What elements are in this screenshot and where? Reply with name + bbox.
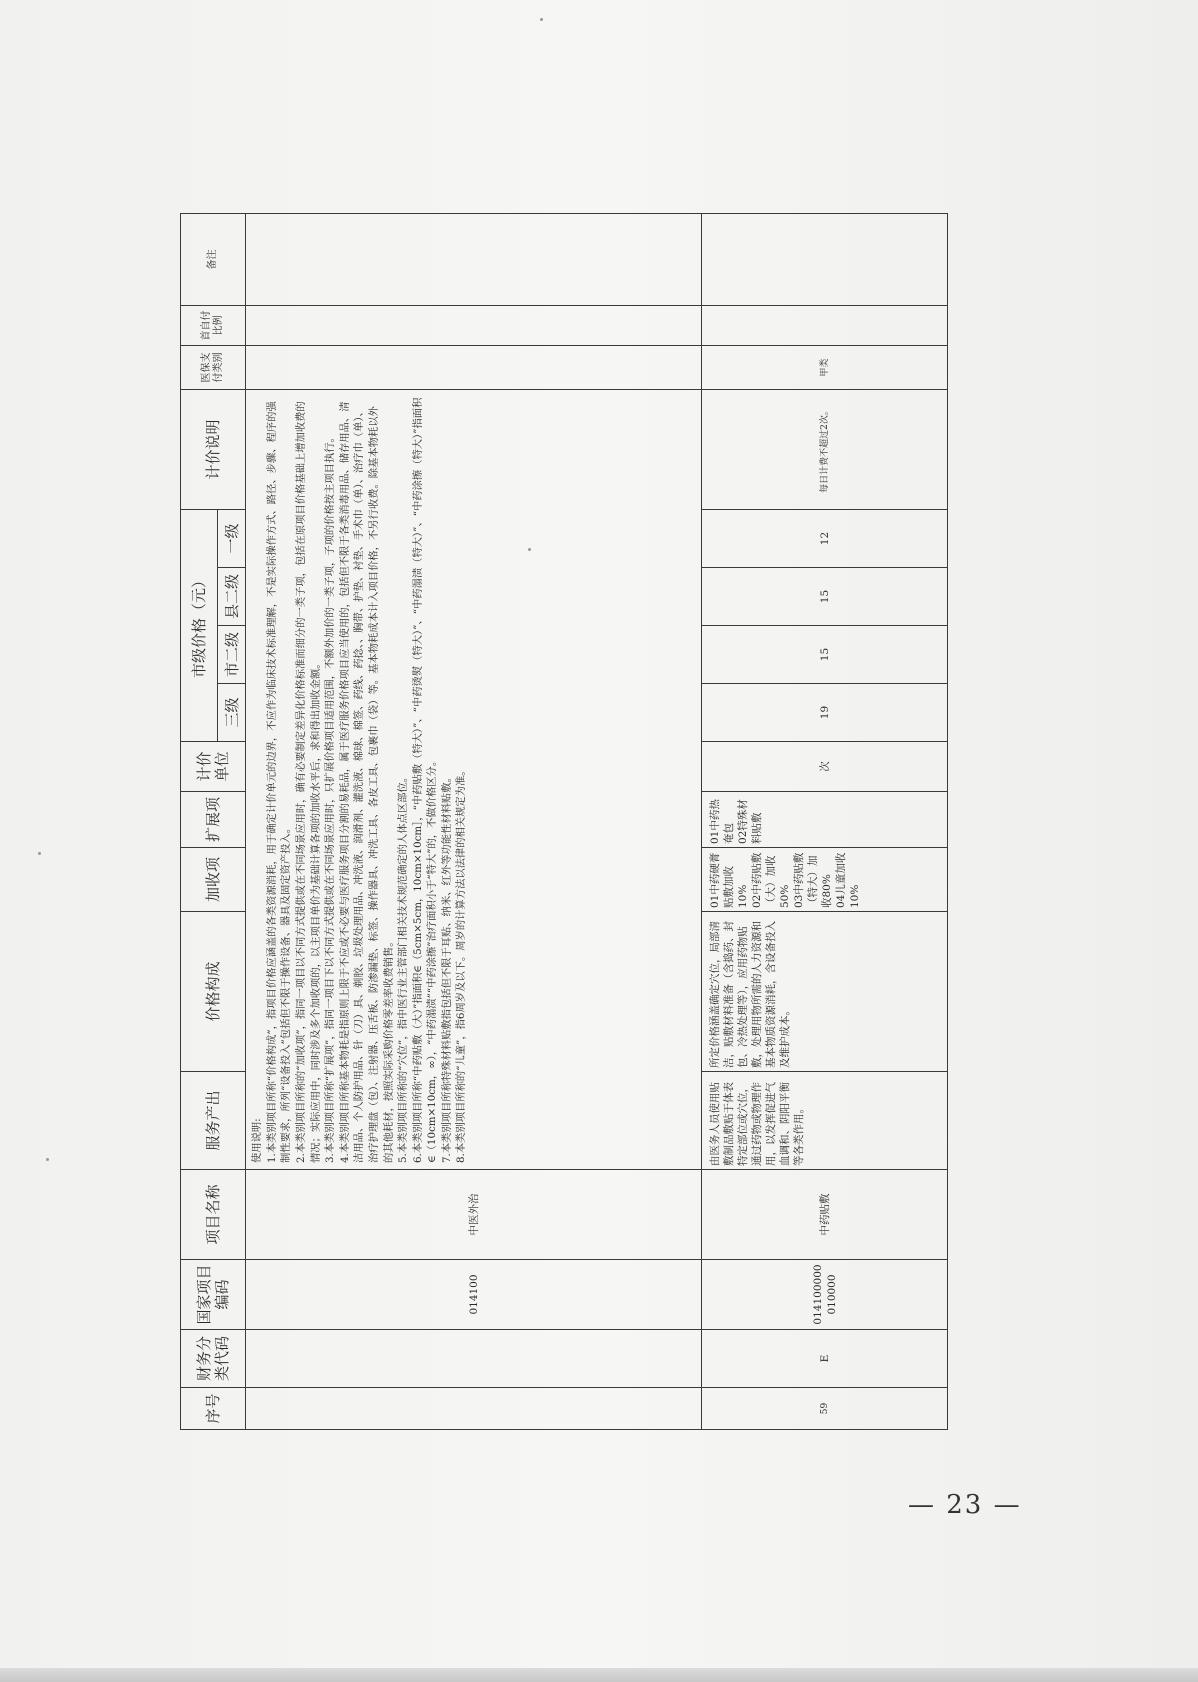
header-level-county2: 县二级 (217, 568, 245, 626)
usage-note-3: 3.本类别项目所称“扩展项”，指同一项目下以不同方式提供或在不同场景应用时，只扩展价格项目适用范围，不额外加价的一类子项，子项的价格按主项目执行。 (324, 432, 337, 1163)
cell-self-pay-ratio (702, 305, 948, 345)
header-pricing-notes: 计价说明 (181, 389, 246, 509)
header-level-city2: 市二级 (217, 626, 245, 684)
header-national-code: 国家项目编码 (181, 1260, 246, 1330)
price-table (180, 213, 948, 1430)
header-item-name: 项目名称 (181, 1170, 246, 1260)
header-insurance-category: 医保支付类别 (181, 345, 246, 389)
scan-bottom-edge (0, 1668, 1198, 1682)
rotated-table-container (180, 214, 948, 1430)
cell-price-county2: 15 (702, 568, 948, 626)
usage-note-5: 5.本类别项目所称的“穴位”，指中医行业主管部门相关技术规范确定的人体点区部位。 (397, 771, 410, 1163)
cell-extension: 01中药热奄包 02特殊材料贴敷 (702, 792, 948, 848)
header-service-output: 服务产出 (181, 1072, 246, 1170)
header-remarks: 备注 (181, 213, 246, 305)
cell-remarks (702, 213, 948, 305)
header-level1: 一级 (217, 509, 245, 567)
cell-insurance-category: 甲类 (702, 345, 948, 389)
cell-finance-code: E (702, 1330, 948, 1388)
header-price-composition: 价格构成 (181, 912, 246, 1072)
cell-surcharge: 01中药硬膏贴敷加收10% 02中药贴敷（大）加收50% 03中药贴敷（特大）加收80% 04儿童加收10% (702, 848, 948, 912)
header-unit: 计价单位 (181, 742, 246, 792)
usage-notes (246, 389, 702, 1169)
usage-note-8: 8.本类别项目所称的“儿童”，指6周岁及以下。周岁的计算方法以法律的相关规定为准。 (455, 765, 468, 1163)
header-surcharge: 加收项 (181, 848, 246, 912)
header-extension: 扩展项 (181, 792, 246, 848)
table-row-item (702, 213, 948, 1429)
usage-note-2: 2.本类别项目所称的“加收项”，指同一项目以不同方式提供或在不同场景应用时，确有必要制定差异化价格标准而细分的一类子项，包括在原项目价格基础上增加收费的情况；实际应用中，同时涉及多个加收项的，以主项目单价为基础计算各项的加收水平后，求和得出加收金额。 (294, 401, 322, 1163)
cell-unit: 次 (702, 742, 948, 792)
page-number: — 23 — (908, 1490, 1022, 1520)
usage-note-6: 6.本类别项目所称“中药贴敷（大）”指面积∈（5cm×5cm，10cm×10cm］，“中药贴敷（特大）”、“中药烫熨（特大）”、“中药溻渍（特大）”、“中药涂擦（特大）”指面积∈（10cm×10cm，∞），“中药溻渍”“中药涂擦”治疗面积小于“特大”的，不做价格区分。 (411, 397, 439, 1163)
usage-note-1: 1.本类别项目所称“价格构成”，指项目价格应涵盖的各类资源消耗，用于确定计价单元的边界，不应作为临床技术标准理解，不是实际操作方式、路径、步骤、程序的强制性要求，所列“设备投入”包括但不限于操作设备、器具及固定资产投入。 (265, 401, 293, 1163)
cell-national-code: 014100 (246, 1260, 702, 1330)
table-row-category (246, 213, 702, 1429)
cell-finance-code (246, 1330, 702, 1388)
cell-item-name: 中医外治 (246, 1170, 702, 1260)
header-self-pay-ratio: 首自付比例 (181, 305, 246, 345)
cell-price-composition: 所定价格涵盖确定穴位，局部清洁，贴敷材料准备（含捣药、封包、冷热处理等），应用药物贴敷，处理用物所需的人力资源和基本物质资源消耗，含设备投入及维护成本。 (702, 912, 948, 1072)
cell-pricing-notes: 每日计费不超过2次。 (702, 389, 948, 509)
header-seq: 序号 (181, 1388, 246, 1430)
cell-price-level3: 19 (702, 684, 948, 742)
cell-seq: 59 (702, 1388, 948, 1430)
header-city-price: 市级价格（元） (181, 509, 218, 741)
cell-self-pay-ratio (246, 305, 702, 345)
header-level3: 三级 (217, 684, 245, 742)
cell-insurance-category (246, 345, 702, 389)
cell-national-code: 014100000010000 (702, 1260, 948, 1330)
header-finance-code: 财务分类代码 (181, 1330, 246, 1388)
cell-item-name: 中药贴敷 (702, 1170, 948, 1260)
usage-note-7: 7.本类别项目所称特殊材料贴敷指包括但不限于耳贴、纳米、红外等功能性材料贴敷。 (440, 772, 453, 1163)
cell-price-level1: 12 (702, 509, 948, 567)
cell-seq (246, 1388, 702, 1430)
usage-note-4: 4.本类别项目所称基本物耗是指原则上限于不应或不必要与医疗服务项目分割的易耗品，属于医疗服务价格项目应当使用的，包括但不限于各类消毒用品、储存用品、清洁用品、个人防护用品、针（刀）具、剃胶、垃圾处理用品、冲洗液、润滑剂、灌洗液、棉球、棉签、药线、药捻、、胸带、护垫、衬垫、手术巾（单）、治疗巾（单）、治疗护理盘（包）、注射器、压舌板、防渗漏垫、标签、操作器具、冲洗工具、各皮工具、包裹巾（袋）等。基本物耗成本计入项目价格，不另行收费。除基本物耗以外的其他耗材，按照实际采购价格零差率收费销售。 (338, 401, 395, 1163)
cell-service-output: 由医务人员使用贴敷制品敷贴于体表特定部位或穴位，通过药物或物理作用，以发挥促进气血调和、阴阳平衡等各类作用。 (702, 1072, 948, 1170)
usage-note-title: 使用说明: (251, 1118, 264, 1163)
cell-price-city2: 15 (702, 626, 948, 684)
cell-remarks (246, 213, 702, 305)
